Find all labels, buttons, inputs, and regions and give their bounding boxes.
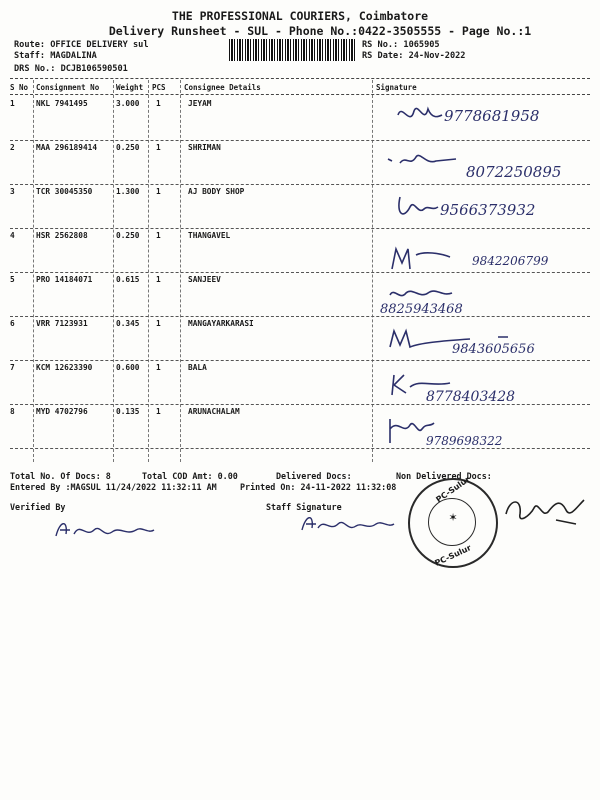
row-weight: 3.000 (116, 99, 140, 108)
row-sno: 6 (10, 319, 15, 328)
row-weight: 0.135 (116, 407, 140, 416)
handwritten-signature (380, 185, 590, 229)
staff-signature-label: Staff Signature (266, 502, 342, 512)
signature-phone: 8778403428 (426, 389, 516, 405)
row-consignment: PRO 14184071 (36, 275, 93, 284)
row-weight: 0.250 (116, 143, 140, 152)
row-pcs: 1 (156, 363, 161, 372)
signature-phone: 8072250895 (466, 163, 562, 181)
runsheet-subtitle: Delivery Runsheet - SUL - Phone No.:0422-3505555 - Page No.:1 (108, 24, 532, 38)
handwritten-signature (380, 273, 590, 317)
row-sno: 7 (10, 363, 15, 372)
table-header-rule (10, 94, 590, 95)
signature-phone: 9843605656 (452, 342, 535, 357)
row-consignment: TCR 30045350 (36, 187, 93, 196)
table-row (0, 405, 600, 449)
col-pcs: PCS (152, 83, 166, 92)
row-weight: 0.600 (116, 363, 140, 372)
total-docs: Total No. Of Docs: 8 (10, 471, 111, 481)
col-signature: Signature (376, 83, 417, 92)
table-row (0, 229, 600, 273)
staff-label: Staff: MAGDALINA (14, 51, 97, 61)
stamp-star-icon: ✶ (449, 510, 457, 525)
row-sno: 1 (10, 99, 15, 108)
handwritten-signature (380, 97, 590, 141)
rs-number: RS No.: 1065905 (362, 40, 440, 50)
row-consignee: BALA (188, 363, 207, 372)
row-sno: 5 (10, 275, 15, 284)
signature-phone: 8825943468 (380, 302, 463, 317)
row-consignment: MAA 296189414 (36, 143, 98, 152)
row-pcs: 1 (156, 99, 161, 108)
row-consignee: THANGAVEL (188, 231, 231, 240)
row-sno: 2 (10, 143, 15, 152)
row-pcs: 1 (156, 319, 161, 328)
handwritten-signature (380, 317, 590, 361)
printed-on: Printed On: 24-11-2022 11:32:08 (240, 482, 397, 492)
col-consignee: Consignee Details (184, 83, 261, 92)
receiver-signature (496, 484, 592, 534)
signature-phone: 9789698322 (426, 434, 503, 448)
row-consignee: SHRIMAN (188, 143, 221, 152)
row-sno: 8 (10, 407, 15, 416)
row-consignee: JEYAM (188, 99, 212, 108)
col-consignment: Consignment No (36, 83, 100, 92)
row-divider (10, 448, 590, 449)
verifier-signature (50, 512, 170, 542)
row-pcs: 1 (156, 407, 161, 416)
table-row (0, 273, 600, 317)
row-pcs: 1 (156, 143, 161, 152)
rs-date: RS Date: 24-Nov-2022 (362, 51, 466, 61)
table-row (0, 97, 600, 141)
handwritten-signature (380, 229, 590, 273)
row-consignment: KCM 12623390 (36, 363, 93, 372)
entered-by: Entered By :MAGSUL 11/24/2022 11:32:11 AM (10, 482, 217, 492)
col-weight: Weight (116, 83, 144, 92)
stamp-text-bottom: PC-Sulur (433, 543, 473, 568)
row-consignee: MANGAYARKARASI (188, 319, 254, 328)
table-row (0, 141, 600, 185)
row-pcs: 1 (156, 187, 161, 196)
barcode-image (229, 39, 357, 61)
row-consignment: VRR 7123931 (36, 319, 88, 328)
delivered-docs: Delivered Docs: (276, 471, 352, 481)
handwritten-signature (380, 141, 590, 185)
row-weight: 0.250 (116, 231, 140, 240)
drs-number: DRS No.: DCJB106590501 (14, 64, 128, 74)
total-cod: Total COD Amt: 0.00 (142, 471, 238, 481)
handwritten-signature (380, 405, 590, 449)
signature-phone: 9566373932 (440, 201, 536, 219)
row-consignee: SANJEEV (188, 275, 221, 284)
route-label: Route: OFFICE DELIVERY sul (14, 40, 149, 50)
row-consignment: NKL 7941495 (36, 99, 88, 108)
row-consignee: AJ BODY SHOP (188, 187, 245, 196)
verified-by-label: Verified By (10, 502, 66, 512)
signature-phone: 9778681958 (444, 107, 540, 125)
table-row (0, 361, 600, 405)
row-consignee: ARUNACHALAM (188, 407, 240, 416)
row-sno: 3 (10, 187, 15, 196)
row-weight: 0.345 (116, 319, 140, 328)
non-delivered-docs: Non Delivered Docs: (396, 471, 492, 481)
table-row (0, 185, 600, 229)
table-row (0, 317, 600, 361)
table-top-rule (10, 78, 590, 79)
col-sno: S No (10, 83, 29, 92)
signature-phone: 9842206799 (472, 254, 549, 268)
staff-signature-scribble (296, 508, 406, 536)
handwritten-signature (380, 361, 590, 405)
row-consignment: MYD 4702796 (36, 407, 88, 416)
row-pcs: 1 (156, 275, 161, 284)
row-weight: 1.300 (116, 187, 140, 196)
row-weight: 0.615 (116, 275, 140, 284)
row-consignment: HSR 2562808 (36, 231, 88, 240)
company-title: THE PROFESSIONAL COURIERS, Coimbatore (171, 9, 429, 23)
stamp-text-top: PC-Sulur (434, 474, 472, 505)
row-sno: 4 (10, 231, 15, 240)
row-pcs: 1 (156, 231, 161, 240)
